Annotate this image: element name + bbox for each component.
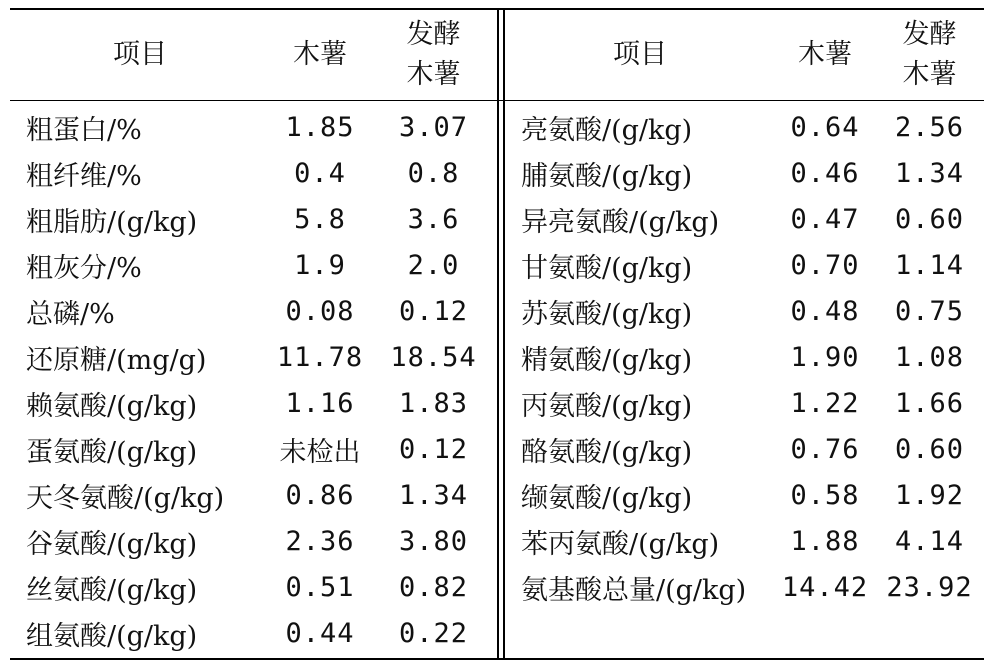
row-fermented-cell: 2.56 (894, 111, 965, 143)
row-name-cell: 蛋氨酸/(g/kg) (26, 436, 198, 468)
row-fermented-cell: 1.08 (894, 341, 965, 373)
row-name-cell: 丙氨酸/(g/kg) (521, 390, 693, 422)
row-cassava-cell: 未检出 (279, 436, 361, 468)
row-name-cell: 甘氨酸/(g/kg) (521, 252, 693, 284)
table-row (10, 288, 497, 334)
row-cassava-cell: 0.44 (285, 617, 355, 649)
row-fermented-cell: 0.8 (407, 157, 460, 189)
table-row (505, 380, 984, 426)
header-item: 项目 (613, 39, 667, 70)
row-name-cell: 酪氨酸/(g/kg) (521, 436, 693, 468)
row-cassava-cell: 0.76 (790, 433, 860, 465)
row-name-cell: 粗灰分/% (26, 252, 142, 284)
row-name-cell: 氨基酸总量/(g/kg) (521, 574, 747, 606)
row-cassava-cell (775, 610, 875, 656)
row-cassava-cell: 0.86 (285, 479, 355, 511)
header-fermented-line2: 木薯 (406, 59, 461, 90)
table-row (505, 610, 984, 656)
row-name-cell: 总磷/% (26, 298, 115, 330)
row-name-cell: 异亮氨酸/(g/kg) (521, 206, 720, 238)
row-cassava-cell: 0.48 (790, 295, 860, 327)
composition-table-left (10, 10, 497, 656)
row-cassava-cell: 0.58 (790, 479, 860, 511)
row-cassava-cell: 0.51 (285, 571, 355, 603)
row-fermented-cell: 0.60 (894, 203, 965, 235)
table-row (10, 472, 497, 518)
table-row (505, 150, 984, 196)
table-row (505, 518, 984, 564)
row-name-cell: 脯氨酸/(g/kg) (521, 160, 693, 192)
row-name-cell: 组氨酸/(g/kg) (26, 620, 198, 652)
row-name-cell: 天冬氨酸/(g/kg) (26, 482, 225, 514)
row-fermented-cell: 4.14 (894, 525, 965, 557)
row-fermented-cell: 0.12 (398, 433, 469, 465)
table-row (10, 380, 497, 426)
header-fermented-cassava (875, 10, 984, 100)
row-cassava-cell: 1.85 (285, 111, 355, 143)
row-cassava-cell: 0.64 (790, 111, 860, 143)
table-row (10, 196, 497, 242)
row-name-cell: 苯丙氨酸/(g/kg) (521, 528, 720, 560)
row-fermented-cell: 1.66 (894, 387, 965, 419)
row-fermented-cell: 1.92 (894, 479, 965, 511)
header-cassava: 木薯 (798, 39, 852, 70)
row-cassava-cell: 1.9 (294, 249, 346, 281)
header-fermented-line1: 发酵 (902, 19, 957, 50)
row-fermented-cell: 18.54 (390, 341, 477, 373)
table-row (10, 100, 497, 150)
composition-table-right (505, 10, 984, 656)
row-name-cell: 亮氨酸/(g/kg) (521, 114, 693, 146)
row-fermented-cell (875, 610, 984, 656)
row-cassava-cell: 1.16 (285, 387, 355, 419)
table-row (505, 564, 984, 610)
row-name-cell (505, 610, 775, 656)
table-row (505, 242, 984, 288)
row-name-cell: 粗脂肪/(g/kg) (26, 206, 198, 238)
row-cassava-cell: 0.08 (285, 295, 355, 327)
row-name-cell: 赖氨酸/(g/kg) (26, 390, 198, 422)
row-fermented-cell: 2.0 (407, 249, 460, 281)
row-cassava-cell: 1.88 (790, 525, 860, 557)
table-row (10, 564, 497, 610)
row-fermented-cell: 1.14 (894, 249, 965, 281)
row-fermented-cell: 0.22 (398, 617, 469, 649)
header-fermented-line1: 发酵 (406, 19, 461, 50)
row-name-cell: 丝氨酸/(g/kg) (26, 574, 198, 606)
table-row (10, 610, 497, 656)
table-row (10, 334, 497, 380)
row-fermented-cell: 1.34 (398, 479, 469, 511)
row-fermented-cell: 23.92 (886, 571, 973, 603)
table-row (10, 150, 497, 196)
row-name-cell: 苏氨酸/(g/kg) (521, 298, 693, 330)
table-row (505, 196, 984, 242)
row-fermented-cell: 0.60 (894, 433, 965, 465)
row-fermented-cell: 0.12 (398, 295, 469, 327)
row-fermented-cell: 1.83 (398, 387, 469, 419)
header-fermented-cassava (370, 10, 497, 100)
table-row (505, 334, 984, 380)
row-fermented-cell: 1.34 (894, 157, 965, 189)
row-name-cell: 缬氨酸/(g/kg) (521, 482, 693, 514)
table-row (10, 518, 497, 564)
row-cassava-cell: 14.42 (781, 571, 869, 603)
row-cassava-cell: 0.46 (790, 157, 860, 189)
table-header-row (505, 10, 984, 100)
row-cassava-cell: 5.8 (294, 203, 346, 235)
row-cassava-cell: 0.70 (790, 249, 860, 281)
row-name-cell: 粗纤维/% (26, 160, 142, 192)
row-name-cell: 粗蛋白/% (26, 114, 142, 146)
table-row (10, 242, 497, 288)
row-name-cell: 精氨酸/(g/kg) (521, 344, 693, 376)
row-fermented-cell: 3.80 (398, 525, 469, 557)
header-fermented-line2: 木薯 (902, 59, 957, 90)
header-cassava: 木薯 (293, 39, 347, 70)
row-fermented-cell: 3.6 (407, 203, 460, 235)
row-fermented-cell: 0.75 (894, 295, 965, 327)
table-header-row (10, 10, 497, 100)
table-row (505, 288, 984, 334)
header-item: 项目 (113, 39, 167, 70)
row-cassava-cell: 1.90 (790, 341, 860, 373)
table-row (505, 100, 984, 150)
row-cassava-cell: 2.36 (285, 525, 355, 557)
table-row (10, 426, 497, 472)
row-name-cell: 谷氨酸/(g/kg) (26, 528, 198, 560)
row-fermented-cell: 3.07 (398, 111, 469, 143)
row-name-cell: 还原糖/(mg/g) (26, 344, 207, 376)
row-cassava-cell: 11.78 (276, 341, 364, 373)
table-row (505, 426, 984, 472)
row-cassava-cell: 0.47 (790, 203, 860, 235)
row-cassava-cell: 1.22 (790, 387, 860, 419)
row-cassava-cell: 0.4 (294, 157, 346, 189)
table-double-divider-left (497, 9, 499, 659)
table-row (505, 472, 984, 518)
row-fermented-cell: 0.82 (398, 571, 469, 603)
